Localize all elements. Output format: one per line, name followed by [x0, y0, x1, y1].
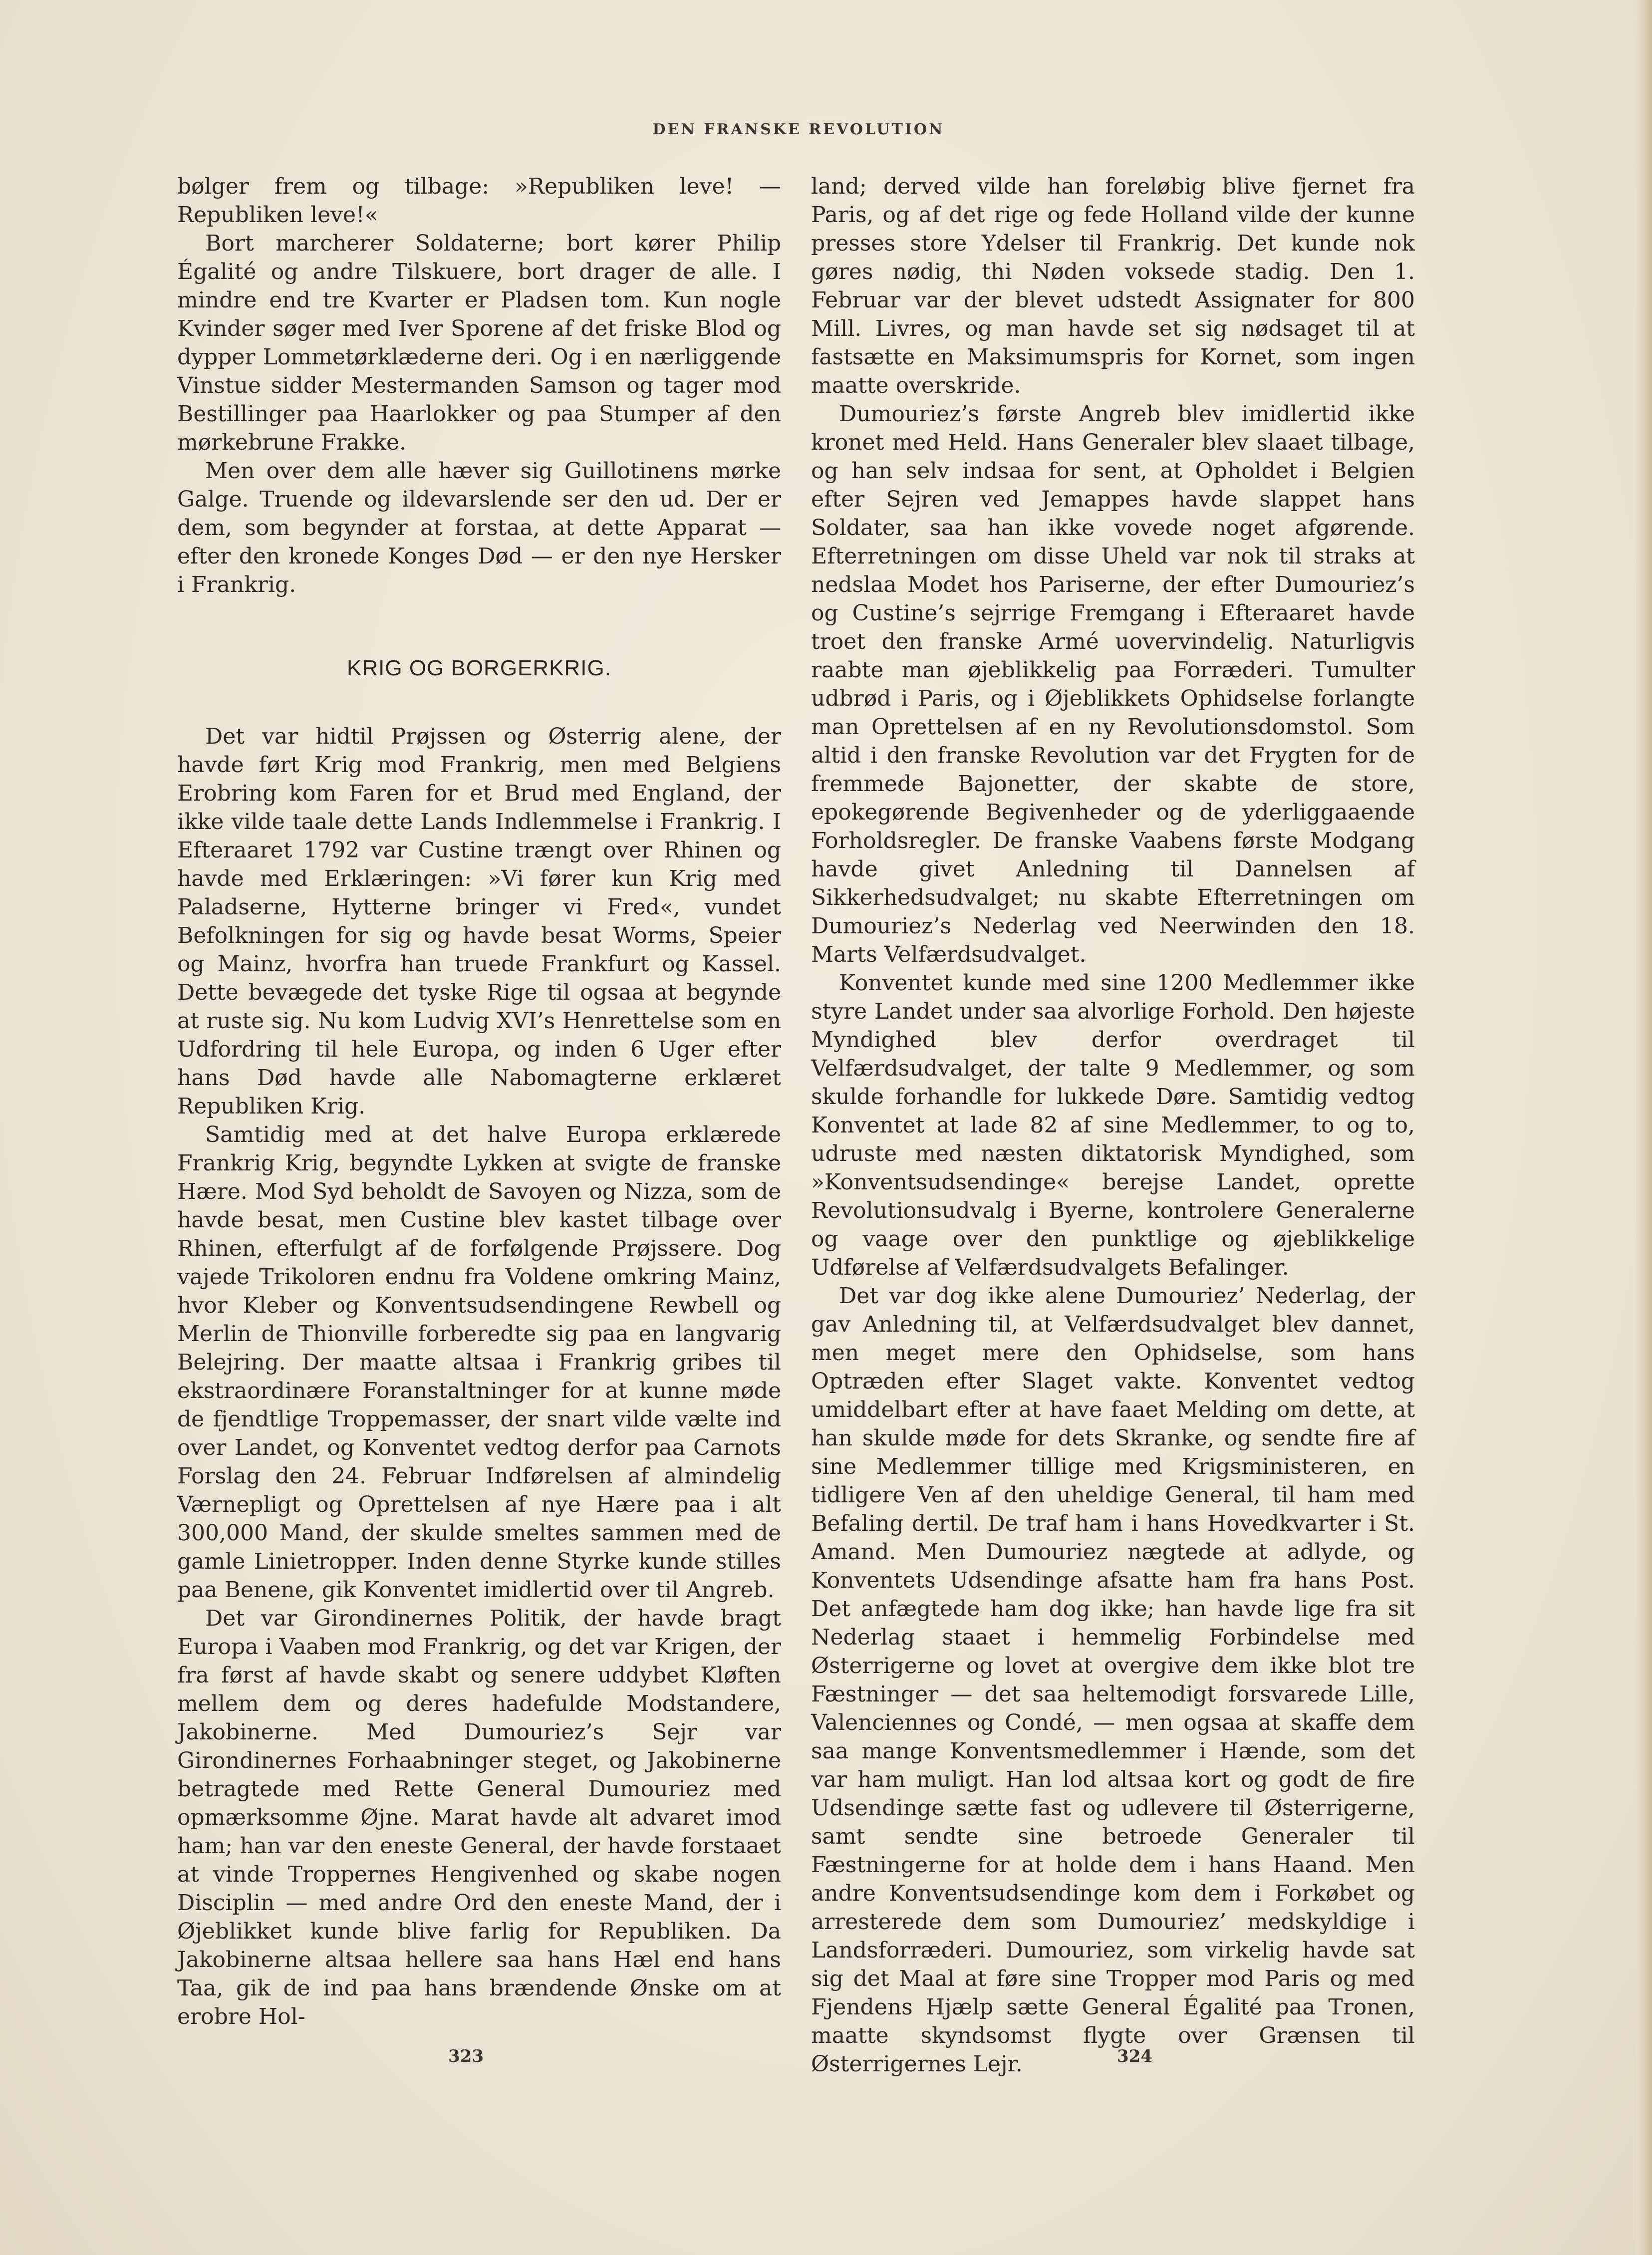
- section-heading: KRIG OG BORGERKRIG.: [347, 656, 611, 680]
- left-column: [177, 172, 781, 2031]
- running-head: DEN FRANSKE REVOLUTION: [652, 121, 945, 138]
- right-paragraph-4: Det var dog ikke alene Dumouriez’ Nederlag, der gav Anledning til, at Velfærdsudvalget blev dannet, men meget mere den Ophidselse, som hans Optræden efter Slaget vakte. Konventet vedtog umiddelbart efter at have faaet Melding om dette, at han skulde møde for dets Skranke, og sendte fire af sine Medlemmer tillige med Krigsministeren, en tidligere Ven af den uheldige General, til ham med Befaling dertil. De traf ham i hans Hovedkvarter i St. Amand. Men Dumouriez nægtede at adlyde, og Konventets Udsendinge afsatte ham fra hans Post. Det anfægtede ham dog ikke; han havde lige fra sit Nederlag staaet i hemmelig Forbindelse med Østerrigerne og lovet at overgive dem ikke blot tre Fæstninger — det saa heltemodigt forsvarede Lille, Valenciennes og Condé, — men ogsaa at skaffe dem saa mange Konventsmedlemmer i Hænde, som det var ham muligt. Han lod altsaa kort og godt de fire Udsendinge sætte fast og udlevere til Østerrigerne, samt sendte sine betroede Generaler til Fæstningerne for at holde dem i hans Haand. Men andre Konventsudsendinge kom dem i Forkøbet og arresterede dem som Dumouriez’ medskyldige i Landsforræderi. Dumouriez, som virkelig havde sat sig det Maal at føre sine Tropper mod Paris og med Fjendens Hjælp sætte General Égalité paa Tronen, maatte skyndsomst flygte over Grænsen til Østerrigernes Lejr.: [811, 1283, 1415, 2077]
- left-paragraph-1: bølger frem og tilbage: »Republiken leve! — Republiken leve!«: [177, 174, 781, 228]
- left-paragraph-5: Samtidig med at det halve Europa erklærede Frankrig Krig, begyndte Lykken at svigte de franske Hære. Mod Syd beholdt de Savoyen og Nizza, som de havde besat, men Custine blev kastet tilbage over Rhinen, efterfulgt af de forfølgende Prøjssere. Dog vajede Trikoloren endnu fra Voldene omkring Mainz, hvor Kleber og Konventsudsendingene Rewbell og Merlin de Thionville forberedte sig paa en langvarig Belejring. Der maatte altsaa i Frankrig gribes til ekstraordinære Foranstaltninger for at kunne møde de fjendtlige Troppemasser, der snart vilde vælte ind over Landet, og Konventet vedtog derfor paa Carnots Forslag den 24. Februar Indførelsen af almindelig Værnepligt og Oprettelsen af nye Hære paa i alt 300,000 Mand, der skulde smeltes sammen med de gamle Linietropper. Inden denne Styrke kunde stilles paa Benene, gik Konventet imidlertid over til Angreb.: [177, 1122, 781, 1603]
- page-number-right: 324: [1117, 2046, 1152, 2066]
- page-edge: [1636, 0, 1652, 2255]
- left-paragraph-3: Men over dem alle hæver sig Guillotinens mørke Galge. Truende og ildevarslende ser den ud. Der er dem, som begynder at forstaa, at dette Apparat — efter den kronede Konges Død — er den nye Hersker i Frankrig.: [177, 458, 781, 597]
- left-paragraph-4: Det var hidtil Prøjssen og Østerrig alene, der havde ført Krig mod Frankrig, men med Belgiens Erobring kom Faren for et Brud med England, der ikke vilde taale dette Lands Indlemmelse i Frankrig. I Efteraaret 1792 var Custine trængt over Rhinen og havde med Erklæringen: »Vi fører kun Krig med Paladserne, Hytterne bringer vi Fred«, vundet Befolkningen for sig og havde besat Worms, Speier og Mainz, hvorfra han truede Frankfurt og Kassel. Dette bevægede det tyske Rige til ogsaa at begynde at ruste sig. Nu kom Ludvig XVI’s Henrettelse som en Udfordring til hele Europa, og inden 6 Uger efter hans Død havde alle Nabomagterne erklæret Republiken Krig.: [177, 724, 781, 1119]
- left-paragraph-2: Bort marcherer Soldaterne; bort kører Philip Égalité og andre Tilskuere, bort drager de alle. I mindre end tre Kvarter er Pladsen tom. Kun nogle Kvinder søger med Iver Sporene af det friske Blod og dypper Lommetørklæderne deri. Og i en nærliggende Vinstue sidder Mestermanden Samson og tager mod Bestillinger paa Haarlokker og paa Stumper af den mørkebrune Frakke.: [177, 231, 781, 455]
- page-number-left: 323: [448, 2046, 484, 2066]
- right-paragraph-3: Konventet kunde med sine 1200 Medlemmer ikke styre Landet under saa alvorlige Forhold. Den højeste Myndighed blev derfor overdraget til Velfærdsudvalget, der talte 9 Medlemmer, og som skulde forhandle for lukkede Døre. Samtidig vedtog Konventet at lade 82 af sine Medlemmer, to og to, udruste med næsten diktatorisk Myndighed, som »Konventsudsendinge« berejse Landet, oprette Revolutionsudvalg i Byerne, kontrolere Generalerne og vaage over den punktlige og øjeblikkelige Udførelse af Velfærdsudvalgets Befalinger.: [811, 970, 1415, 1280]
- left-paragraph-6: Det var Girondinernes Politik, der havde bragt Europa i Vaaben mod Frankrig, og det var Krigen, der fra først af havde skabt og senere uddybet Kløften mellem dem og deres hadefulde Modstandere, Jakobinerne. Med Dumouriez’s Sejr var Girondinernes Forhaabninger steget, og Jakobinerne betragtede med Rette General Dumouriez med opmærksomme Øjne. Marat havde alt advaret imod ham; han var den eneste General, der havde forstaaet at vinde Troppernes Hengivenhed og skabe nogen Disciplin — med andre Ord den eneste Mand, der i Øjeblikket kunde blive farlig for Republiken. Da Jakobinerne altsaa hellere saa hans Hæl end hans Taa, gik de ind paa hans brændende Ønske om at erobre Hol-: [177, 1606, 781, 2029]
- right-paragraph-2: Dumouriez’s første Angreb blev imidlertid ikke kronet med Held. Hans Generaler blev slaaet tilbage, og han selv indsaa for sent, at Opholdet i Belgien efter Sejren ved Jemappes havde slappet hans Soldater, saa han ikke vovede noget afgørende. Efterretningen om disse Uheld var nok til straks at nedslaa Modet hos Pariserne, der efter Dumouriez’s og Custine’s sejrrige Fremgang i Efteraaret havde troet den franske Armé uovervindelig. Naturligvis raabte man øjeblikkelig paa Forræderi. Tumulter udbrød i Paris, og i Øjeblikkets Ophidselse forlangte man Oprettelsen af en ny Revolutionsdomstol. Som altid i den franske Revolution var det Frygten for de fremmede Bajonetter, der skabte de store, epokegørende Begivenheder og de yderliggaaende Forholdsregler. De franske Vaabens første Modgang havde givet Anledning til Dannelsen af Sikkerhedsudvalget; nu skabte Efterretningen om Dumouriez’s Nederlag ved Neerwinden den 18. Marts Velfærdsudvalget.: [811, 401, 1415, 967]
- right-column: [811, 172, 1415, 2078]
- right-paragraph-1: land; derved vilde han foreløbig blive fjernet fra Paris, og af det rige og fede Holland vilde der kunne presses store Ydelser til Frankrig. Det kunde nok gøres nødig, thi Nøden voksede stadig. Den 1. Februar var der blevet udstedt Assignater for 800 Mill. Livres, og man havde set sig nødsaget til at fastsætte en Maksimumspris for Kornet, som ingen maatte overskride.: [811, 174, 1415, 398]
